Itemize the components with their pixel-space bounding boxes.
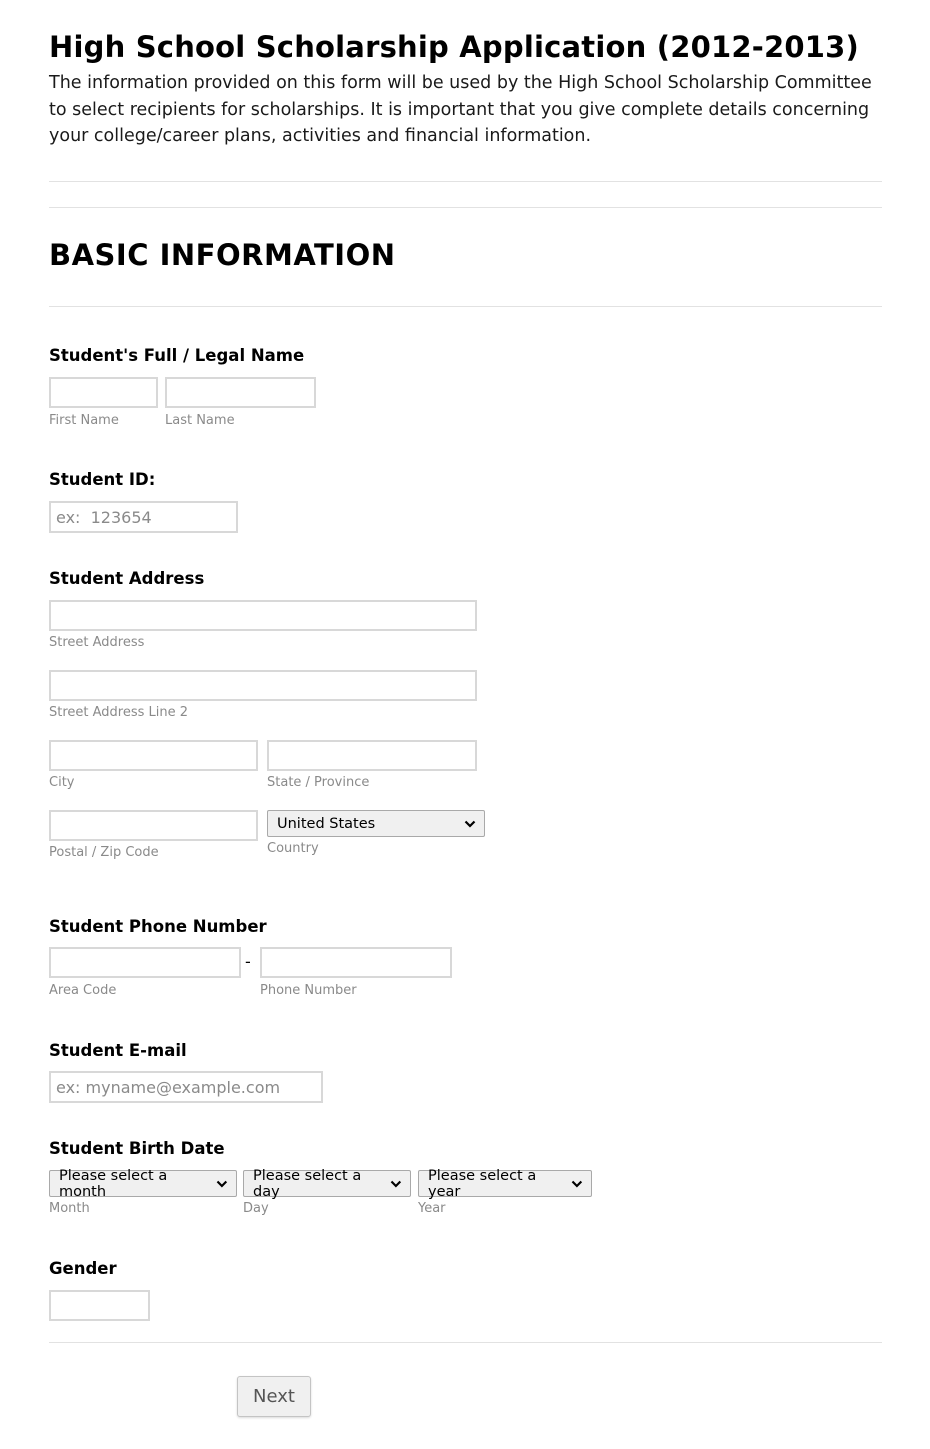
area-code-input[interactable]: [49, 947, 241, 978]
phone-separator: -: [245, 952, 251, 971]
form-intro: The information provided on this form will be used by the High School Scholarship Committee to select recipients for scholarships. It is important that you give complete details concerning your college/career plans, activities and financial information.: [49, 73, 872, 146]
section-heading: BASIC INFORMATION: [49, 238, 396, 272]
chevron-down-icon: [216, 1178, 228, 1190]
birth-day-select[interactable]: [243, 1167, 411, 1200]
address-label: Student Address: [49, 569, 205, 588]
last-name-sublabel: Last Name: [165, 413, 235, 428]
street-address-sublabel: Street Address: [49, 635, 145, 650]
street-address-line2-input[interactable]: [49, 670, 477, 701]
chevron-down-icon: [571, 1178, 583, 1190]
email-input[interactable]: [49, 1071, 323, 1103]
birth-year-value: Please select a year: [428, 1167, 537, 1200]
birth-month-select[interactable]: [49, 1167, 237, 1200]
birth-year-select[interactable]: [418, 1167, 592, 1200]
street-address-line2-sublabel: Street Address Line 2: [49, 705, 189, 720]
city-input[interactable]: [49, 740, 258, 771]
state-input[interactable]: [267, 740, 477, 771]
state-sublabel: State / Province: [267, 775, 370, 790]
divider: [49, 1342, 882, 1343]
chevron-down-icon: [464, 818, 476, 830]
phone-label: Student Phone Number: [49, 917, 267, 936]
area-code-sublabel: Area Code: [49, 983, 117, 998]
first-name-input[interactable]: [49, 377, 158, 408]
divider: [49, 181, 882, 182]
phone-number-input[interactable]: [260, 947, 452, 978]
year-sublabel: Year: [418, 1201, 446, 1216]
form-title: High School Scholarship Application (2012-2013): [49, 30, 859, 64]
name-label: Student's Full / Legal Name: [49, 346, 305, 365]
birth-day-value: Please select a day: [253, 1167, 362, 1200]
zip-sublabel: Postal / Zip Code: [49, 845, 159, 860]
student-id-input[interactable]: [49, 501, 238, 533]
country-sublabel: Country: [267, 841, 319, 856]
divider: [49, 306, 882, 307]
first-name-sublabel: First Name: [49, 413, 119, 428]
street-address-input[interactable]: [49, 600, 477, 631]
phone-number-sublabel: Phone Number: [260, 983, 357, 998]
month-sublabel: Month: [49, 1201, 90, 1216]
next-button[interactable]: Next: [237, 1376, 311, 1417]
country-select[interactable]: [267, 810, 485, 837]
birth-date-label: Student Birth Date: [49, 1139, 225, 1158]
last-name-input[interactable]: [165, 377, 316, 408]
zip-input[interactable]: [49, 810, 258, 841]
divider: [49, 207, 882, 208]
birth-month-value: Please select a month: [59, 1167, 168, 1200]
student-id-label: Student ID:: [49, 470, 156, 489]
chevron-down-icon: [390, 1178, 402, 1190]
email-label: Student E-mail: [49, 1041, 187, 1060]
gender-label: Gender: [49, 1259, 117, 1278]
day-sublabel: Day: [243, 1201, 269, 1216]
gender-input[interactable]: [49, 1290, 150, 1321]
country-select-value: United States: [277, 815, 376, 832]
city-sublabel: City: [49, 775, 75, 790]
